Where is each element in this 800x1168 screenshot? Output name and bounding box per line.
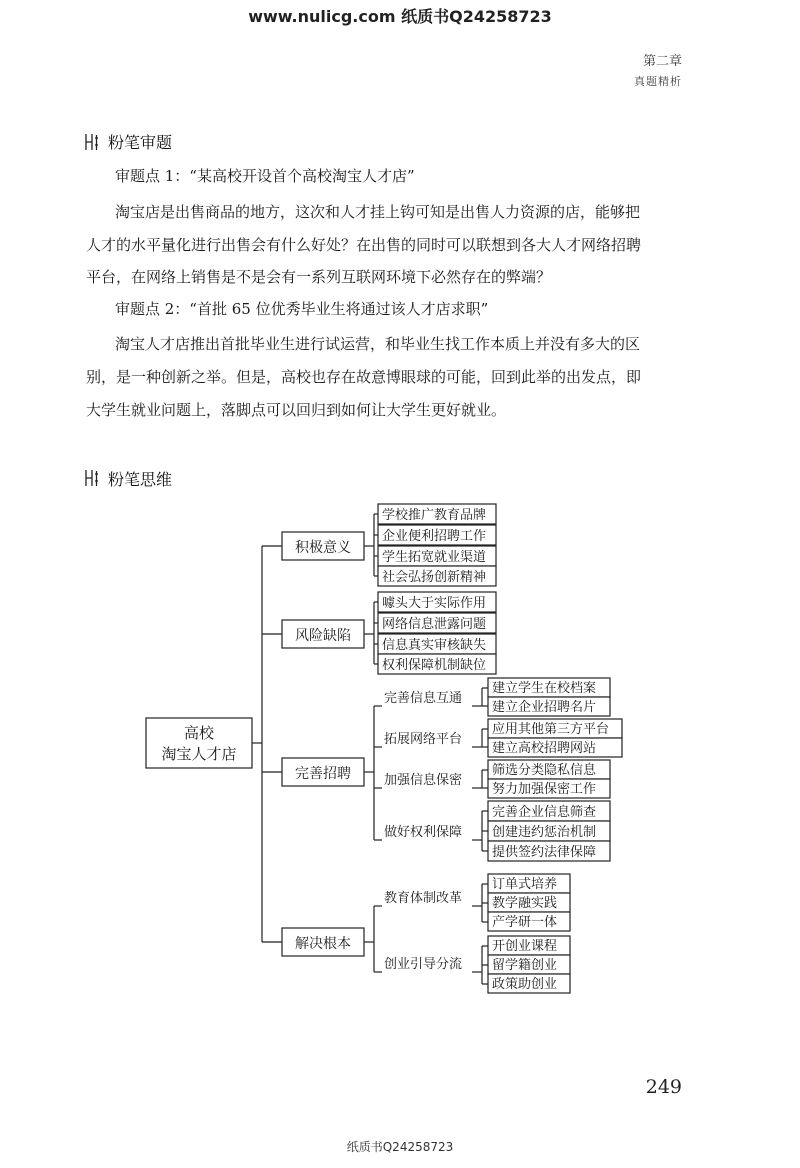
mindmap-leaf: 噱头大于实际作用 <box>382 596 487 611</box>
mindmap-leaf: 订单式培养 <box>492 877 558 892</box>
mindmap-leaf: 建立企业招聘名片 <box>492 700 597 715</box>
review-point-2-line: 大学生就业问题上，落脚点可以回归到如何让大学生更好就业。 <box>86 401 507 419</box>
review-point-1-line: 平台，在网络上销售是不是会有一系列互联网环境下必然存在的弊端？ <box>86 268 552 286</box>
review-point-1-title: 审题点 1：“某高校开设首个高校淘宝人才店” <box>115 167 415 185</box>
mindmap-leaf: 产学研一体 <box>492 915 558 930</box>
mindmap-leaf: 应用其他第三方平台 <box>492 722 610 737</box>
mindmap-leaf: 留学籍创业 <box>492 958 558 973</box>
review-point-2-line: 别，是一种创新之举。但是，高校也存在故意博眼球的可能，回到此举的出发点，即 <box>86 368 642 386</box>
chapter-subtitle: 真题精析 <box>634 75 682 88</box>
mindmap-branch-label: 完善招聘 <box>295 766 351 782</box>
mindmap-root-line1: 高校 <box>183 724 215 742</box>
page-number: 249 <box>645 1076 682 1098</box>
review-point-1-line: 人才的水平量化进行出售会有什么好处？在出售的同时可以联想到各大人才网络招聘 <box>86 236 642 254</box>
section-title-review: 粉笔审题 <box>108 133 173 152</box>
section-title-mindmap: 粉笔思维 <box>108 470 173 489</box>
mindmap-sub-label: 创业引导分流 <box>384 957 463 972</box>
review-point-2-line: 淘宝人才店推出首批毕业生进行试运营，和毕业生找工作本质上并没有多大的区 <box>115 335 641 353</box>
mindmap-leaf: 建立高校招聘网站 <box>492 741 597 756</box>
mindmap-leaf: 权利保障机制缺位 <box>382 658 487 673</box>
watermark-top: www.nulicg.com 纸质书Q24258723 <box>248 7 552 26</box>
mindmap-sub-label: 加强信息保密 <box>384 773 463 788</box>
mindmap-branch-label: 解决根本 <box>295 936 351 952</box>
mindmap-leaf: 创建违约惩治机制 <box>492 825 597 840</box>
mindmap-leaf: 努力加强保密工作 <box>492 782 597 797</box>
mindmap-leaf: 网络信息泄露问题 <box>382 617 487 632</box>
mindmap-leaf: 社会弘扬创新精神 <box>382 570 487 585</box>
mindmap-leaf: 信息真实审核缺失 <box>382 638 487 653</box>
mindmap-leaf: 政策助创业 <box>492 977 558 992</box>
mindmap-root-line2: 淘宝人才店 <box>161 745 237 763</box>
mindmap-leaf: 企业便利招聘工作 <box>382 529 487 544</box>
mindmap-leaf: 提供签约法律保障 <box>492 845 597 860</box>
mindmap-leaf: 开创业课程 <box>492 939 558 954</box>
mindmap-branch-label: 积极意义 <box>295 540 351 556</box>
mindmap-sub-label: 做好权利保障 <box>384 825 463 840</box>
mindmap-leaf: 教学融实践 <box>492 896 558 911</box>
mindmap-leaf: 建立学生在校档案 <box>492 681 597 696</box>
watermark-bottom: 纸质书Q24258723 <box>346 1140 454 1154</box>
mindmap-sub-label: 拓展网络平台 <box>384 732 463 747</box>
review-point-1-line: 淘宝店是出售商品的地方，这次和人才挂上钩可知是出售人力资源的店，能够把 <box>115 203 641 221</box>
review-point-2-title: 审题点 2：“首批 65 位优秀毕业生将通过该人才店求职” <box>115 300 489 318</box>
chapter-title: 第二章 <box>642 54 682 69</box>
mindmap-sub-label: 完善信息互通 <box>384 691 463 706</box>
mindmap-leaf: 完善企业信息筛查 <box>492 805 597 820</box>
mindmap-leaf: 学校推广教育品牌 <box>382 508 487 523</box>
mindmap-sub-label: 教育体制改革 <box>384 891 463 906</box>
mindmap-leaf: 学生拓宽就业渠道 <box>382 550 487 565</box>
mindmap-branch-label: 风险缺陷 <box>295 628 351 644</box>
mindmap-leaf: 筛选分类隐私信息 <box>492 763 597 778</box>
